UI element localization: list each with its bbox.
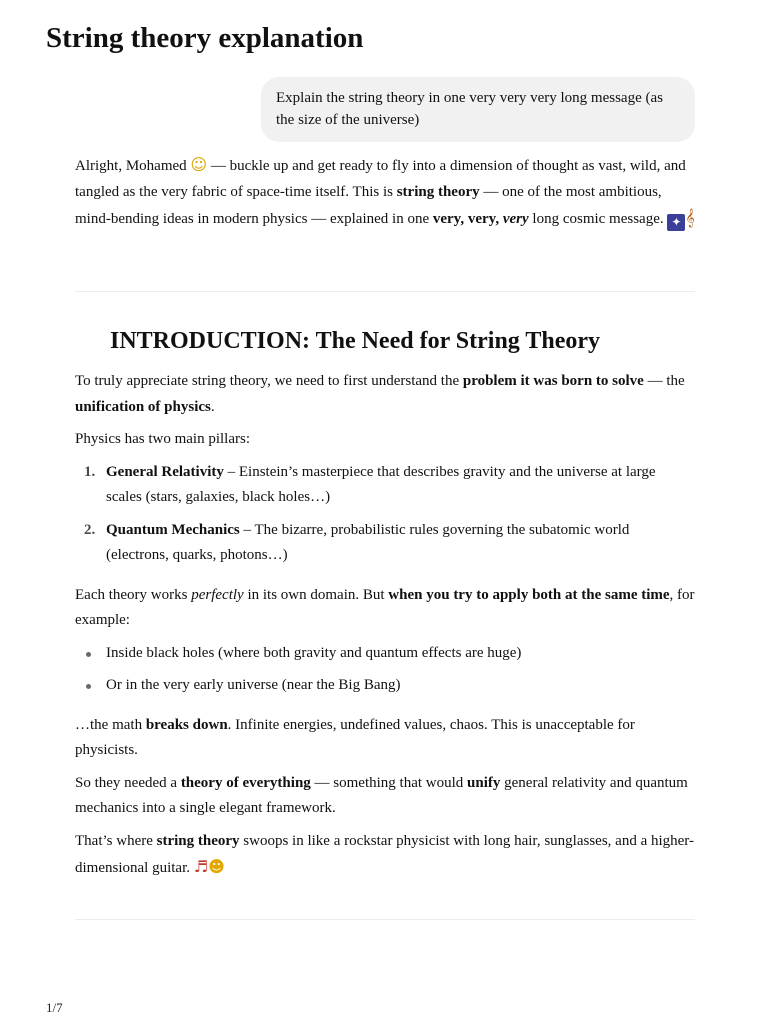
pillars-intro-paragraph: Physics has two main pillars: <box>75 431 250 447</box>
problem-paragraph: To truly appreciate string theory, we need to first understand the problem it was born to solve — the unification of physics. <box>75 373 685 415</box>
list-number: 2. <box>84 521 96 538</box>
list-item: Inside black holes (where both gravity and quantum effects are huge) <box>75 641 695 667</box>
intro-paragraph: Alright, Mohamed ☺ — buckle up and get ready to fly into a dimension of thought as vast, wild, and tangled as the very fabric of space-time itself. This is string theory — one of the most ambitious, mind-bending ideas in modern physics — explained in one very, very, very long cosmic message. ✦ 𝄞 <box>75 152 695 253</box>
sunglasses-face-icon: ☻ <box>208 857 225 876</box>
list-number: 1. <box>84 463 96 480</box>
guitar-icon: ♬ <box>193 857 209 876</box>
divider <box>75 919 695 920</box>
violin-icon: 𝄞 <box>685 208 695 227</box>
galaxy-icon: ✦ <box>667 214 685 231</box>
assistant-response <box>75 152 695 920</box>
list-item: 2. Quantum Mechanics – The bizarre, probabilistic rules governing the subatomic world (electrons, quarks, photons…) <box>75 518 695 569</box>
list-item: Or in the very early universe (near the Big Bang) <box>75 673 695 699</box>
list-item: 1. General Relativity – Einstein’s masterpiece that describes gravity and the universe at large scales (stars, galaxies, black holes…) <box>75 460 695 511</box>
page-number: 1/7 <box>46 1000 63 1015</box>
math-paragraph: …the math breaks down. Infinite energies, undefined values, chaos. This is unacceptable for physicists. <box>75 716 635 758</box>
user-message-text: Explain the string theory in one very very very long message (as the size of the universe) <box>276 90 663 128</box>
divider <box>75 291 695 292</box>
string-theory-intro-paragraph: That’s where string theory swoops in like a rockstar physicist with long hair, sunglasses, and a higher-dimensional guitar. ♬☻ <box>75 829 695 882</box>
theory-of-everything-paragraph: So they needed a theory of everything — something that would unify general relativity and quantum mechanics into a single elegant framework. <box>75 774 688 816</box>
bullet-icon <box>86 684 91 689</box>
section-heading: INTRODUCTION: The Need for String Theory <box>110 328 601 354</box>
user-message-bubble <box>261 77 695 142</box>
grinning-face-icon: ☺ <box>190 155 208 174</box>
bullet-icon <box>86 652 91 657</box>
conflict-paragraph: Each theory works perfectly in its own domain. But when you try to apply both at the same time, for example: <box>75 586 695 628</box>
page-title: String theory explanation <box>46 22 364 54</box>
examples-list <box>75 641 695 699</box>
pillars-list <box>75 460 695 569</box>
